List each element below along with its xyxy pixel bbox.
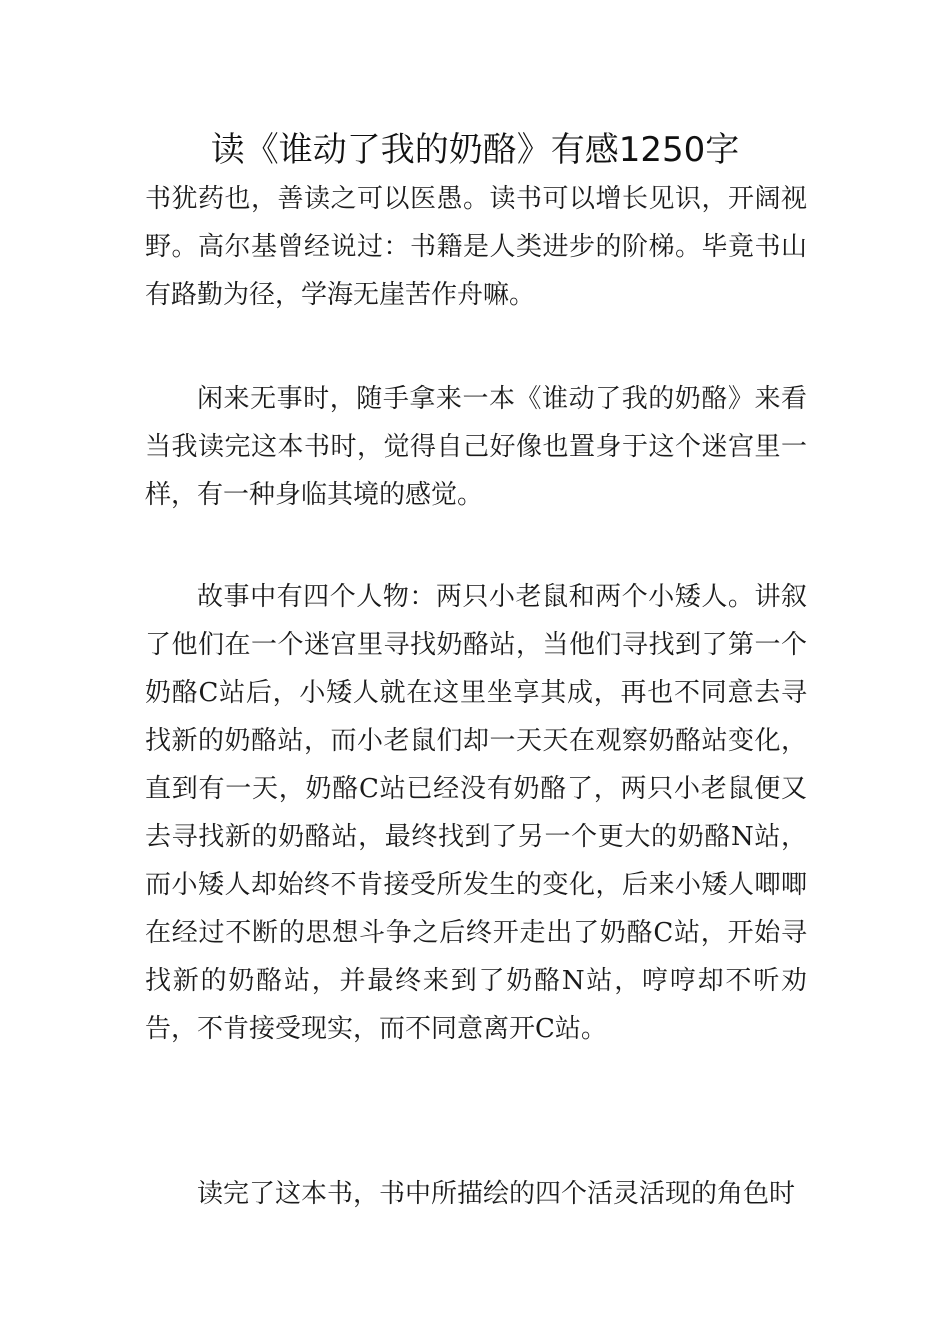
paragraph-1: 书犹药也，善读之可以医愚。读书可以增长见识，开阔视野。高尔基曾经说过：书籍是人类进步的阶梯。毕竟书山有路勤为径，学海无崖苦作舟嘛。 (145, 184, 807, 310)
paragraph-2: 闲来无事时，随手拿来一本《谁动了我的奶酪》来看当我读完这本书时，觉得自己好像也置身于这个迷宫里一样，有一种身临其境的感觉。 (145, 384, 807, 510)
document-title: 读《谁动了我的奶酪》有感1250字 (210, 130, 740, 170)
paragraph-4: 读完了这本书，书中所描绘的四个活灵活现的角色时 (197, 1179, 796, 1209)
paragraph-3: 故事中有四个人物：两只小老鼠和两个小矮人。讲叙了他们在一个迷宫里寻找奶酪站，当他们寻找到了第一个奶酪C站后，小矮人就在这里坐享其成，再也不同意去寻找新的奶酪站，而小老鼠们却一天天在观察奶酪站变化，直到有一天，奶酪C站已经没有奶酪了，两只小老鼠便又去寻找新的奶酪站，最终找到了另一个更大的奶酪N站，而小矮人却始终不肯接受所发生的变化，后来小矮人唧唧在经过不断的思想斗争之后终开走出了奶酪C站，开始寻找新的奶酪站，并最终来到了奶酪N站，哼哼却不听劝告，不肯接受现实，而不同意离开C站。 (145, 582, 807, 1044)
